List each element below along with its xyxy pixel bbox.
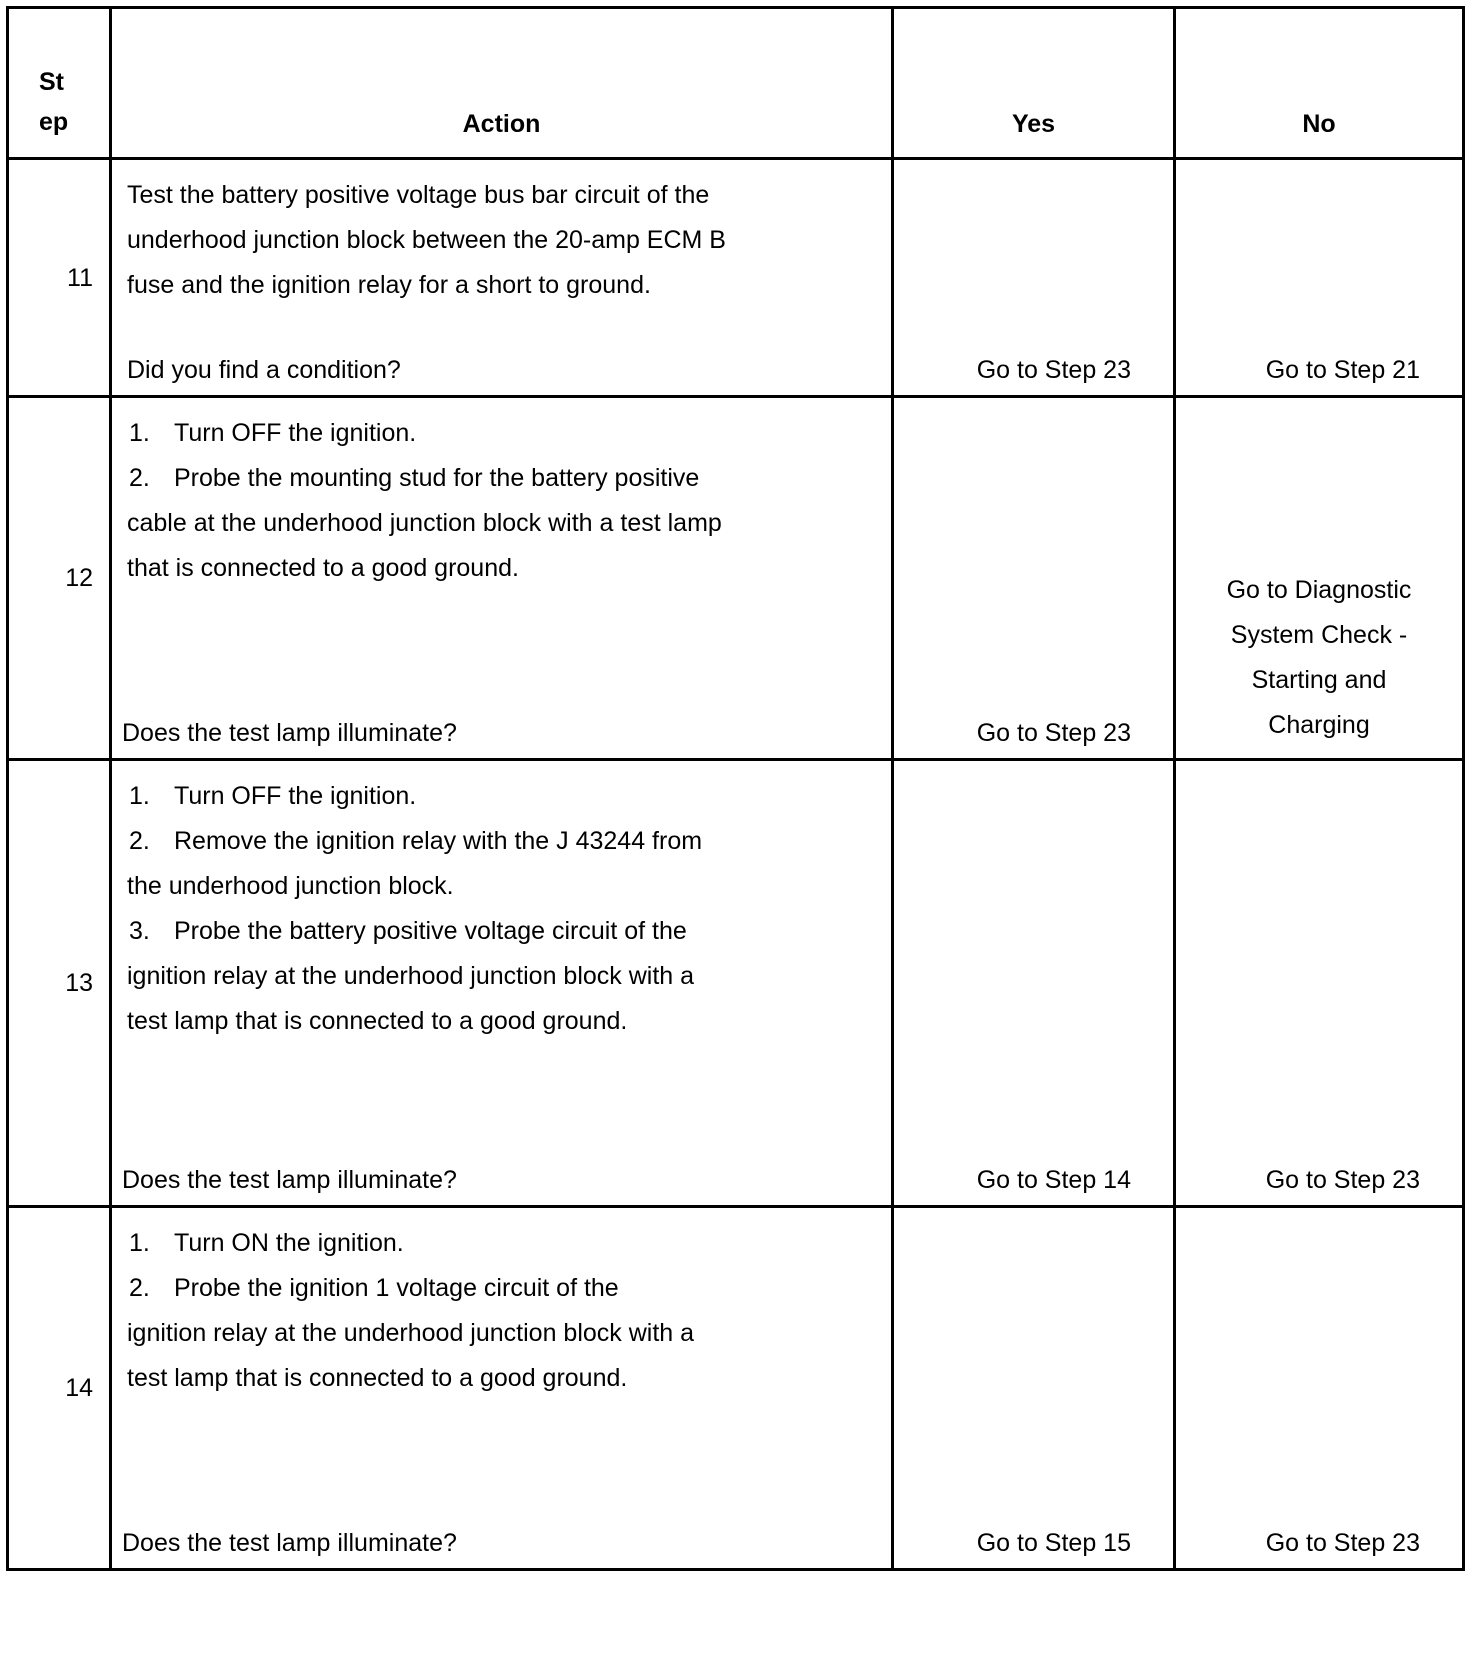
step-cell — [8, 1207, 111, 1570]
action-line: test lamp that is connected to a good ground. — [127, 1364, 628, 1392]
action-line: the underhood junction block. — [127, 872, 454, 900]
action-cell — [111, 159, 893, 397]
header-yes-label: Yes — [1011, 110, 1056, 138]
action-line: Turn ON the ignition. — [174, 1229, 404, 1257]
action-list-item — [127, 774, 887, 819]
table-row — [8, 1207, 1464, 1570]
header-action-label: Action — [462, 110, 541, 138]
table-row — [8, 760, 1464, 1207]
no-answer-line: System Check - — [1230, 621, 1408, 649]
diagnostic-steps-table — [6, 6, 1465, 1571]
table-row — [8, 159, 1464, 397]
action-line: Probe the battery positive voltage circuit of the — [174, 917, 687, 945]
yes-answer: Go to Step 14 — [976, 1166, 1131, 1194]
action-line: test lamp that is connected to a good ground. — [127, 1007, 628, 1035]
step-number: 14 — [65, 1374, 93, 1402]
step-number: 11 — [67, 263, 93, 292]
header-no — [1175, 8, 1464, 159]
action-line: Remove the ignition relay with the J 43244 from — [174, 827, 703, 855]
step-cell — [8, 159, 111, 397]
header-step — [8, 8, 111, 159]
action-question: Does the test lamp illuminate? — [122, 1529, 457, 1557]
yes-answer: Go to Step 23 — [976, 719, 1131, 747]
step-number: 13 — [65, 969, 93, 997]
action-text — [127, 774, 887, 1044]
no-answer: Go to Step 23 — [1265, 1166, 1420, 1194]
action-line: underhood junction block between the 20-amp ECM B — [127, 226, 726, 254]
no-answer: Go to Step 23 — [1265, 1529, 1420, 1557]
header-no-label: No — [1302, 110, 1336, 138]
action-cell — [111, 397, 893, 760]
no-answer-line: Starting and — [1251, 666, 1387, 694]
no-cell — [1175, 1207, 1464, 1570]
no-answer-line: Go to Diagnostic — [1226, 576, 1412, 604]
table-row — [8, 397, 1464, 760]
action-line: Probe the mounting stud for the battery positive — [174, 464, 700, 492]
header-action — [111, 8, 893, 159]
header-step-line1: St — [39, 68, 64, 96]
table-header-row — [8, 8, 1464, 159]
action-text — [127, 411, 887, 591]
list-number: 1. — [129, 419, 150, 447]
action-line: ignition relay at the underhood junction block with a — [127, 1319, 695, 1347]
yes-cell — [893, 159, 1175, 397]
list-number: 2. — [129, 827, 150, 855]
list-number: 1. — [129, 782, 150, 810]
action-list-item — [127, 1266, 887, 1311]
action-question: Does the test lamp illuminate? — [122, 1166, 457, 1194]
action-list-item — [127, 1221, 887, 1266]
action-list-item — [127, 909, 887, 954]
step-cell — [8, 760, 111, 1207]
header-yes — [893, 8, 1175, 159]
step-cell — [8, 397, 111, 760]
action-line: cable at the underhood junction block with a test lamp — [127, 509, 722, 537]
yes-answer: Go to Step 23 — [976, 356, 1131, 384]
list-number: 3. — [129, 917, 150, 945]
action-text — [127, 1221, 887, 1401]
action-line: ignition relay at the underhood junction block with a — [127, 962, 695, 990]
list-number: 2. — [129, 464, 150, 492]
no-answer — [1176, 568, 1462, 748]
header-step-line2: ep — [39, 108, 69, 136]
action-line: Test the battery positive voltage bus bar circuit of the — [127, 181, 710, 209]
action-list-item — [127, 411, 887, 456]
yes-cell — [893, 397, 1175, 760]
action-line: Turn OFF the ignition. — [174, 419, 417, 447]
yes-cell — [893, 1207, 1175, 1570]
action-line: Turn OFF the ignition. — [174, 782, 417, 810]
action-list-item — [127, 456, 887, 501]
action-question: Did you find a condition? — [127, 356, 401, 384]
action-cell — [111, 1207, 893, 1570]
action-line: fuse and the ignition relay for a short to ground. — [127, 271, 651, 299]
action-list-item — [127, 819, 887, 864]
yes-answer: Go to Step 15 — [976, 1529, 1131, 1557]
no-answer: Go to Step 21 — [1265, 356, 1420, 384]
action-line: that is connected to a good ground. — [127, 554, 519, 582]
no-cell — [1175, 159, 1464, 397]
list-number: 2. — [129, 1274, 150, 1302]
yes-cell — [893, 760, 1175, 1207]
action-question: Does the test lamp illuminate? — [122, 719, 457, 747]
list-number: 1. — [129, 1229, 150, 1257]
no-answer-line: Charging — [1268, 711, 1370, 739]
action-line: Probe the ignition 1 voltage circuit of the — [174, 1274, 619, 1302]
action-cell — [111, 760, 893, 1207]
no-cell — [1175, 760, 1464, 1207]
no-cell — [1175, 397, 1464, 760]
action-text — [127, 173, 887, 308]
step-number: 12 — [65, 564, 93, 592]
